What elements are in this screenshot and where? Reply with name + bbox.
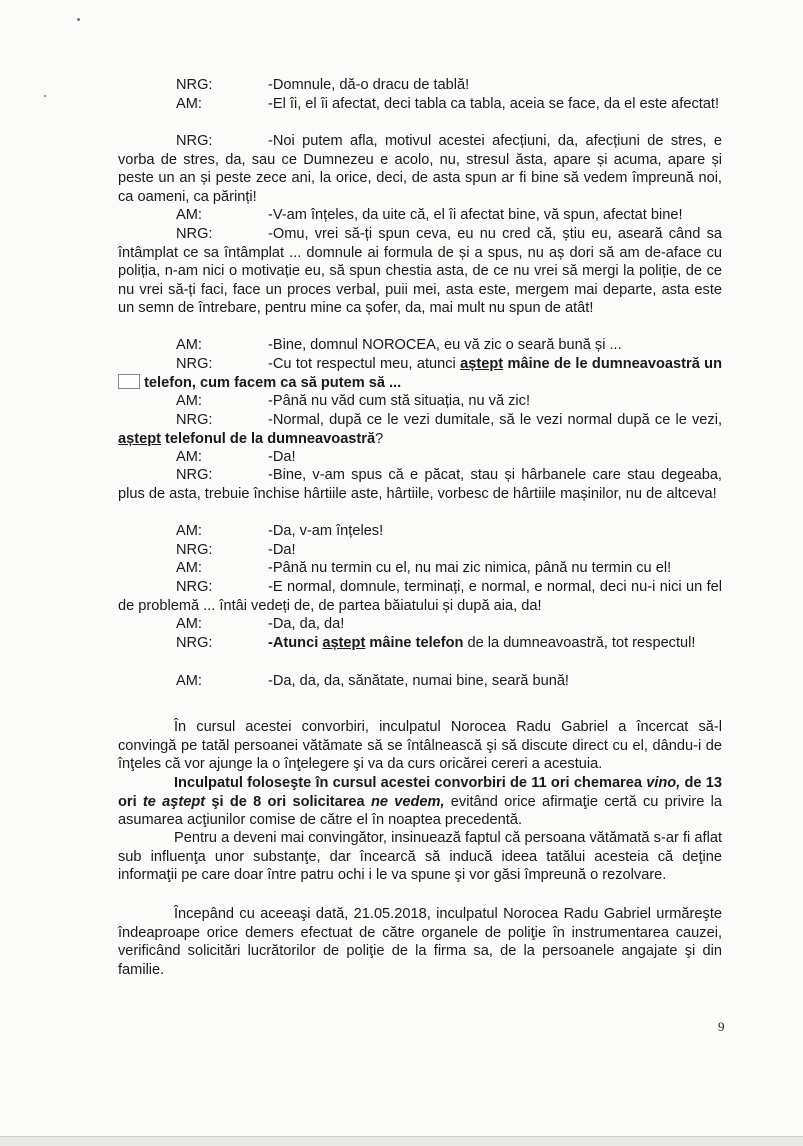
page-number: 9 xyxy=(718,1019,725,1034)
speaker-label: NRG: xyxy=(176,412,213,428)
speaker-label: AM: xyxy=(176,449,202,465)
emphasis-text: Inculpatul foloseşte în cursul acestei convorbiri de 11 ori chemarea xyxy=(174,775,647,791)
speaker-label: NRG: xyxy=(176,133,213,149)
utterance-text: de la dumneavoastră, tot respectul! xyxy=(463,635,696,651)
narrative-paragraph: Începând cu aceeaşi dată, 21.05.2018, inculpatul Norocea Radu Gabriel urmăreşte îndeaproape orice demers efectuat de către organele de poliţie în instrumentarea cauzei, verificând solicitări lucrătorilor de poliţie de la firma sa, de la persoanele angajate şi din familie. xyxy=(118,906,722,978)
dialogue-line xyxy=(118,448,722,467)
utterance: -E normal, domnule, terminați, e normal, e normal, deci nu-i nici un fel de problemă ... întâi vedeți de, de partea băiatului și după aia, da! xyxy=(118,579,722,614)
scan-speck xyxy=(77,18,80,21)
dialogue-line xyxy=(118,466,722,503)
utterance: -Da, da, da, sănătate, numai bine, seară bună! xyxy=(268,673,569,689)
utterance: -Bine, domnul NOROCEA, eu vă zic o seară bună și ... xyxy=(268,337,622,353)
utterance-text: ? xyxy=(375,430,384,447)
dialogue-line xyxy=(118,392,722,411)
paragraph-text: evitând orice afirmaţie certă cu privire la asumarea acţiunilor comise de către el în noaptea precedentă. xyxy=(118,793,723,828)
speaker-label: AM: xyxy=(176,560,202,576)
speaker-label: NRG: xyxy=(176,467,213,483)
emphasis-text: telefon, cum facem ca să putem să ... xyxy=(144,374,402,391)
dialogue-line xyxy=(118,95,722,114)
dialogue-line xyxy=(118,578,722,615)
utterance: -Da, v-am înțeles! xyxy=(268,523,384,539)
utterance: -Domnule, dă-o dracu de tablă! xyxy=(268,77,470,93)
utterance: -Până nu văd cum stă situația, nu vă zic! xyxy=(268,393,531,409)
speaker-label: AM: xyxy=(176,523,202,539)
utterance: -Noi putem afla, motivul acestei afecțiuni, da, afecțiuni de stres, e vorba de stres, da, sau ce Dumnezeu e acolo, nu, stresul ăsta, apare și acuma, apare și peste un an și peste zece ani, la orice, deci, de asta spun ar fi bine să vedem împreună noi, ca oameni, ca părinți! xyxy=(118,133,722,205)
utterance: -El îi, el îi afectat, deci tabla ca tabla, aceia se face, da el este afectat! xyxy=(268,96,720,112)
speaker-label: NRG: xyxy=(176,226,213,242)
emphasis-italic: te aştept xyxy=(142,793,206,810)
dialogue-line xyxy=(118,355,722,392)
speaker-label: NRG: xyxy=(176,542,213,558)
utterance-text: -Cu tot respectul meu, atunci xyxy=(268,356,461,372)
utterance: -Până nu termin cu el, nu mai zic nimica, până nu termin cu el! xyxy=(268,560,672,576)
speaker-label: NRG: xyxy=(176,579,213,595)
utterance: -Bine, v-am spus că e păcat, stau și hârbanele care stau degeaba, plus de asta, trebuie închise hârtiile aste, hârtiile, vorbesc de hârtiile mașinilor, nu de altceva! xyxy=(118,467,722,502)
dialogue-line xyxy=(118,411,722,448)
speaker-label: AM: xyxy=(176,393,202,409)
dialogue-line xyxy=(118,522,722,541)
utterance-text: -Normal, după ce le vezi dumitale, să le vezi normal după ce le vezi, xyxy=(268,412,722,428)
emphasis-text: telefonul de la dumneavoastră xyxy=(160,430,376,447)
speaker-label: AM: xyxy=(176,616,202,632)
emphasis-text: -Atunci xyxy=(268,635,323,651)
emphasis-text: aștept xyxy=(118,430,161,447)
utterance: -Da, da, da! xyxy=(268,616,345,632)
emphasis-text: mâine telefon xyxy=(365,635,464,651)
emphasis-text: mâine de le dumneavoastră un xyxy=(503,356,722,372)
redaction-box xyxy=(118,374,140,389)
narrative-paragraph: Pentru a deveni mai convingător, insinuează faptul că persoana vătămată s-ar fi aflat sub influenţa unor substanţe, dar încearcă să inducă ideea tatălui acesteia că deţine informaţii pe care doar între patru ochi i le va spune şi vor găsi împreună o rezolvare. xyxy=(118,830,722,883)
speaker-label: AM: xyxy=(176,96,202,112)
emphasis-text: aștept xyxy=(322,635,366,651)
emphasis-text: şi de 8 ori solicitarea xyxy=(205,793,371,810)
dialogue-line xyxy=(118,541,722,560)
dialogue-line xyxy=(118,672,722,691)
emphasis-italic: ne vedem, xyxy=(370,793,445,810)
speaker-label: NRG: xyxy=(176,635,213,651)
speaker-label: AM: xyxy=(176,673,202,689)
dialogue-line xyxy=(118,225,722,318)
speaker-label: NRG: xyxy=(176,77,213,93)
dialogue-line xyxy=(118,336,722,355)
narrative-paragraph xyxy=(118,774,722,830)
dialogue-line xyxy=(118,634,722,653)
dialogue-line xyxy=(118,559,722,578)
dialogue-line xyxy=(118,76,722,95)
utterance: -Omu, vrei să-ți spun ceva, eu nu cred că, știu eu, aseară când sa întâmplat ce sa întâmplat ... domnule ai formula de și a spus, nu aș dori să am de-aface cu poliția, n-am nici o motivație eu, să spun chestia asta, de ce nu vrei să mergi la poliție, de ce nu vrei să-ți faci, face un proces verbal, puii mei, asta este, mergem mai departe, asta este un semn de întrebare, pentru mine ca șofer, da, mai mult nu spun de atât! xyxy=(118,226,722,316)
speaker-label: AM: xyxy=(176,207,202,223)
dialogue-line xyxy=(118,206,722,225)
dialogue-line xyxy=(118,132,722,206)
emphasis-italic: vino, xyxy=(646,775,681,791)
utterance: -Da! xyxy=(268,542,296,558)
utterance: -Da! xyxy=(268,449,296,465)
speaker-label: NRG: xyxy=(176,356,213,372)
emphasis-text: aștept xyxy=(460,356,504,372)
utterance: -V-am înțeles, da uite că, el îi afectat bine, vă spun, afectat bine! xyxy=(268,207,683,223)
emphasis-text: de 13 ori xyxy=(118,775,722,810)
scan-speck xyxy=(44,95,46,97)
dialogue-line xyxy=(118,615,722,634)
narrative-paragraph: În cursul acestei convorbiri, inculpatul Norocea Radu Gabriel a încercat să-l convingă pe tatăl persoanei vătămate să se întâlnească şi să discute direct cu el, dându-i de înţeles că vor ajunge la o înţelegere şi va da curs oricărei cereri a acestuia. xyxy=(118,719,722,772)
speaker-label: AM: xyxy=(176,337,202,353)
